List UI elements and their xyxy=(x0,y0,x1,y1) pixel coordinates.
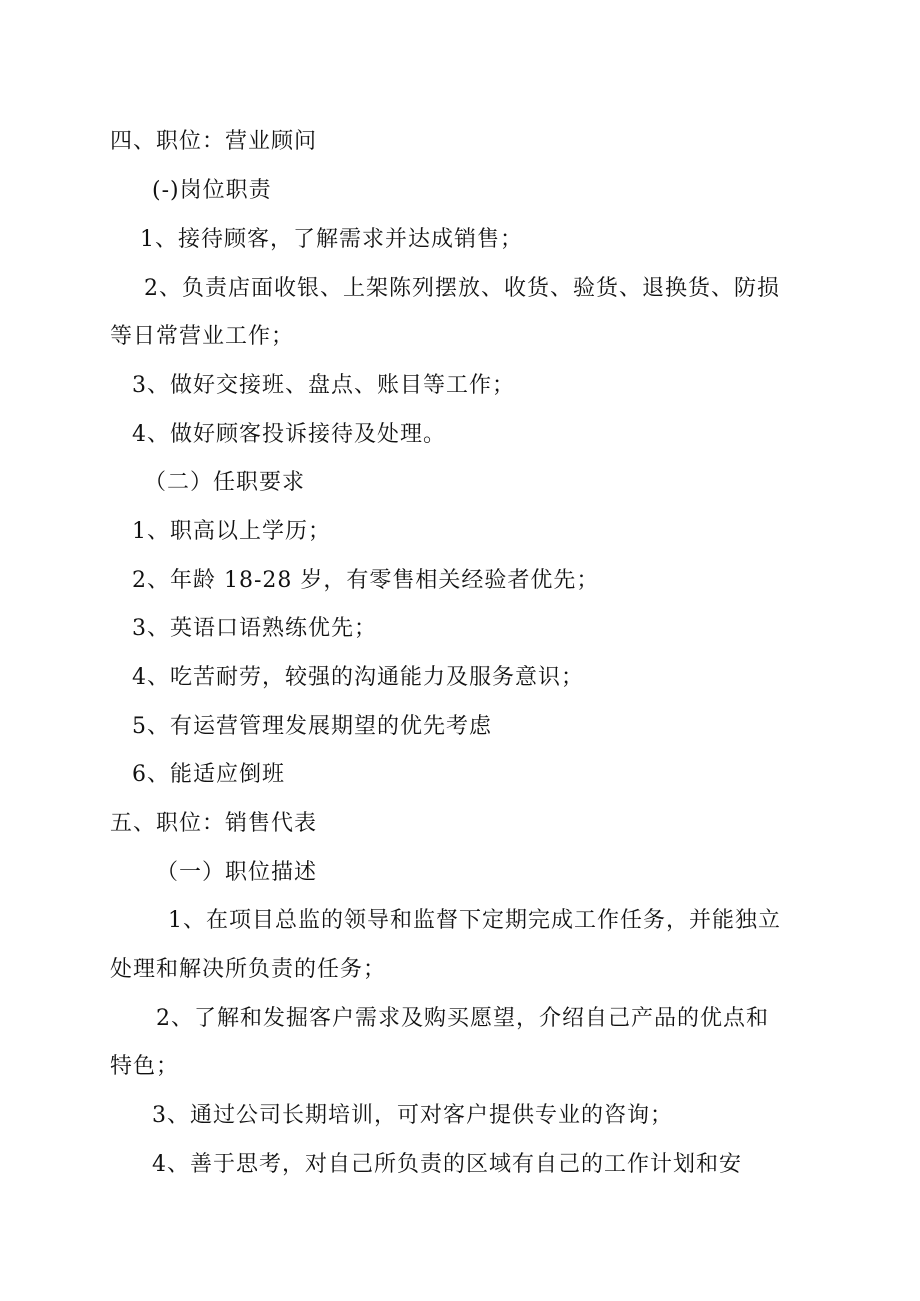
subheading-duties: (-)岗位职责 xyxy=(152,178,272,203)
duty-item-1: 1、接待顾客，了解需求并达成销售； xyxy=(140,227,523,252)
duty-item-4: 4、做好顾客投诉接待及处理。 xyxy=(132,422,446,447)
description-item-1-cont: 处理和解决所负责的任务； xyxy=(110,957,387,982)
requirement-item-3: 3、英语口语熟练优先； xyxy=(132,616,377,641)
section-heading-sales: 五、职位：销售代表 xyxy=(110,811,318,836)
duty-item-2-cont: 等日常营业工作； xyxy=(110,324,295,349)
subheading-requirements: （二）任职要求 xyxy=(144,470,306,495)
section-heading-consultant: 四、职位：营业顾问 xyxy=(110,129,318,154)
duty-item-3: 3、做好交接班、盘点、账目等工作； xyxy=(132,373,515,398)
description-item-2-cont: 特色； xyxy=(110,1054,180,1079)
duty-item-2: 2、负责店面收银、上架陈列摆放、收货、验货、退换货、防损 xyxy=(144,276,780,301)
requirement-item-5: 5、有运营管理发展期望的优先考虑 xyxy=(132,714,492,739)
requirement-item-2: 2、年龄 18-28 岁，有零售相关经验者优先； xyxy=(132,568,600,593)
subheading-description: （一）职位描述 xyxy=(156,860,318,885)
description-item-3: 3、通过公司长期培训，可对客户提供专业的咨询； xyxy=(152,1103,673,1128)
requirement-item-4: 4、吃苦耐劳，较强的沟通能力及服务意识； xyxy=(132,665,584,690)
description-item-1: 1、在项目总监的领导和监督下定期完成工作任务，并能独立 xyxy=(168,908,781,933)
requirement-item-6: 6、能适应倒班 xyxy=(132,762,285,787)
description-item-4: 4、善于思考，对自己所负责的区域有自己的工作计划和安 xyxy=(152,1152,742,1177)
requirement-item-1: 1、职高以上学历； xyxy=(132,519,331,544)
description-item-2: 2、了解和发掘客户需求及购买愿望，介绍自己产品的优点和 xyxy=(156,1006,769,1031)
